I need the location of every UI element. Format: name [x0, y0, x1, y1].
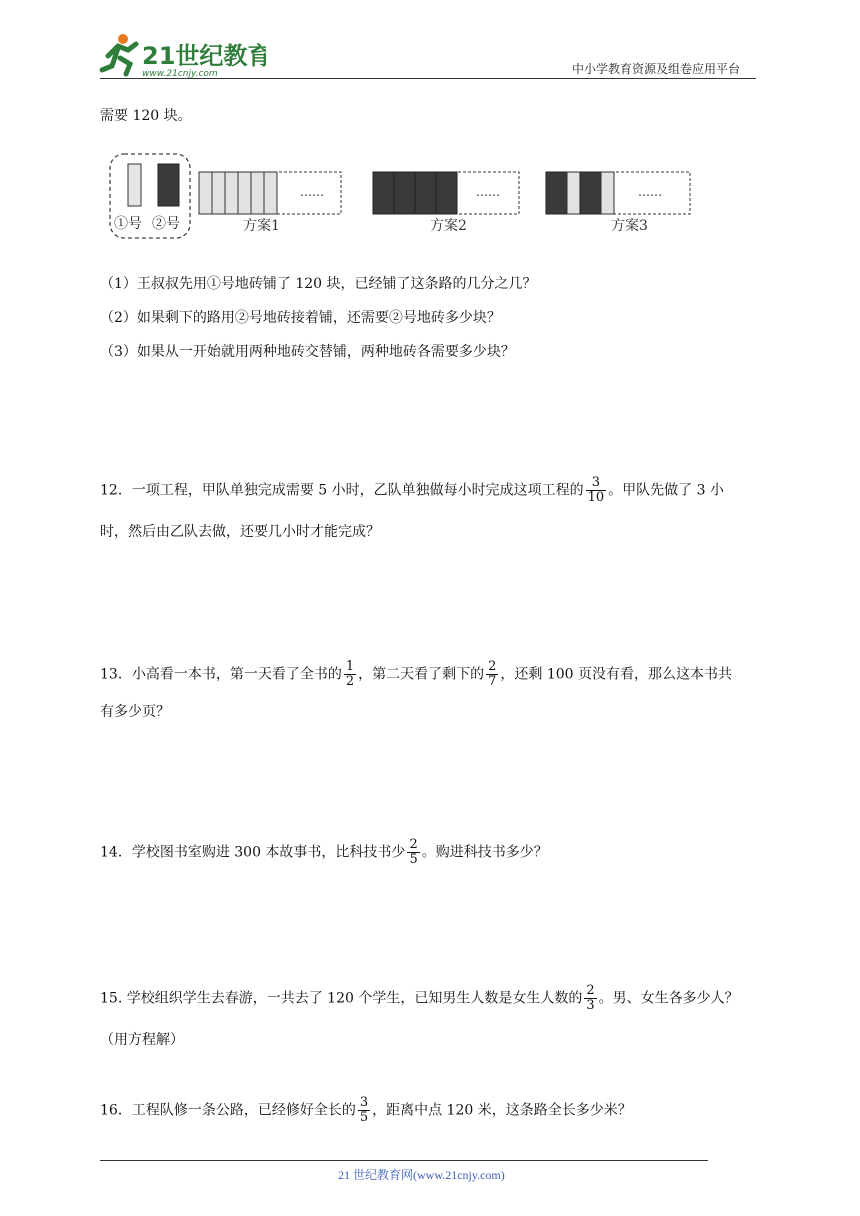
q11-part-3: （3）如果从一开始就用两种地砖交替铺，两种地砖各需要多少块？ [100, 344, 515, 360]
tile-1-icon [128, 164, 141, 206]
plan-1-strip [199, 172, 341, 214]
plan-3-strip [546, 172, 690, 214]
plan-1-dots: …… [300, 185, 324, 199]
q13-text-c: ，还剩 100 页没有看，那么这本书共 [500, 666, 733, 683]
q14-text-a: 14．学校图书室购进 300 本故事书，比科技书少 [100, 844, 406, 861]
question-14 [100, 838, 548, 867]
q14-fraction: $\frac{2}{5}$ [409, 837, 418, 867]
runner-icon [102, 34, 136, 74]
legend-1-label: ①号 [114, 216, 142, 232]
header-divider [100, 78, 756, 79]
plan-3-label: 方案3 [611, 218, 648, 234]
legend-2-label: ②号 [152, 216, 180, 232]
plan-2-strip [373, 172, 519, 214]
q13-text-a: 13．小高看一本书，第一天看了全书的 [100, 666, 342, 683]
q15-fraction: $\frac{2}{3}$ [586, 983, 595, 1013]
q15-text-b: 。男、女生各多少人？ [598, 990, 739, 1007]
q16-fraction: $\frac{3}{5}$ [359, 1095, 369, 1125]
logo-url: www.21cnjy.com [142, 69, 218, 79]
q13-fraction-1: $\frac{1}{2}$ [345, 659, 355, 689]
question-13-line-1 [100, 660, 732, 689]
plan-1-label: 方案1 [243, 218, 280, 234]
q15-text-a: 15. 学校组织学生去春游，一共去了 120 个学生，已知男生人数是女生人数的 [100, 990, 583, 1007]
question-15-line-2: （用方程解） [100, 1032, 184, 1048]
q16-text-b: ，距离中点 120 米，这条路全长多少米？ [372, 1102, 632, 1119]
plan-3-dots: …… [638, 185, 662, 199]
plan-2-label: 方案2 [430, 218, 467, 234]
q12-text-a: 12．一项工程，甲队单独完成需要 5 小时，乙队单独做每小时完成这项工程的 [100, 482, 584, 499]
question-12-line-2: 时，然后由乙队去做，还要几小时才能完成？ [100, 524, 380, 540]
q14-text-b: 。购进科技书多少？ [421, 844, 548, 861]
question-12-line-1 [100, 476, 724, 505]
q11-part-2: （2）如果剩下的路用②号地砖接着铺，还需要②号地砖多少块？ [100, 310, 501, 326]
question-15-line-1 [100, 984, 739, 1013]
site-logo [96, 30, 266, 82]
plan-2-dots: …… [476, 185, 500, 199]
platform-name: 中小学教育资源及组卷应用平台 [572, 62, 741, 76]
q12-fraction: $\frac{3}{10}$ [587, 475, 605, 505]
footer-link[interactable]: 21 世纪教育网(www.21cnjy.com) [338, 1168, 505, 1182]
question-16 [100, 1096, 632, 1125]
footer-divider [100, 1160, 708, 1161]
q12-text-b: 。甲队先做了 3 小 [608, 482, 724, 499]
tile-2-icon [158, 164, 179, 206]
question-13-line-2: 有多少页？ [100, 704, 170, 720]
q11-part-1: （1）王叔叔先用①号地砖铺了 120 块，已经铺了这条路的几分之几？ [100, 276, 537, 292]
logo-text: 21世纪教育 [142, 42, 266, 70]
q16-text-a: 16．工程队修一条公路，已经修好全长的 [100, 1102, 356, 1119]
intro-line: 需要 120 块。 [100, 108, 192, 124]
q13-fraction-2: $\frac{2}{7}$ [488, 659, 497, 689]
q13-text-b: ，第二天看了剩下的 [358, 666, 485, 683]
tile-diagram [108, 152, 708, 244]
